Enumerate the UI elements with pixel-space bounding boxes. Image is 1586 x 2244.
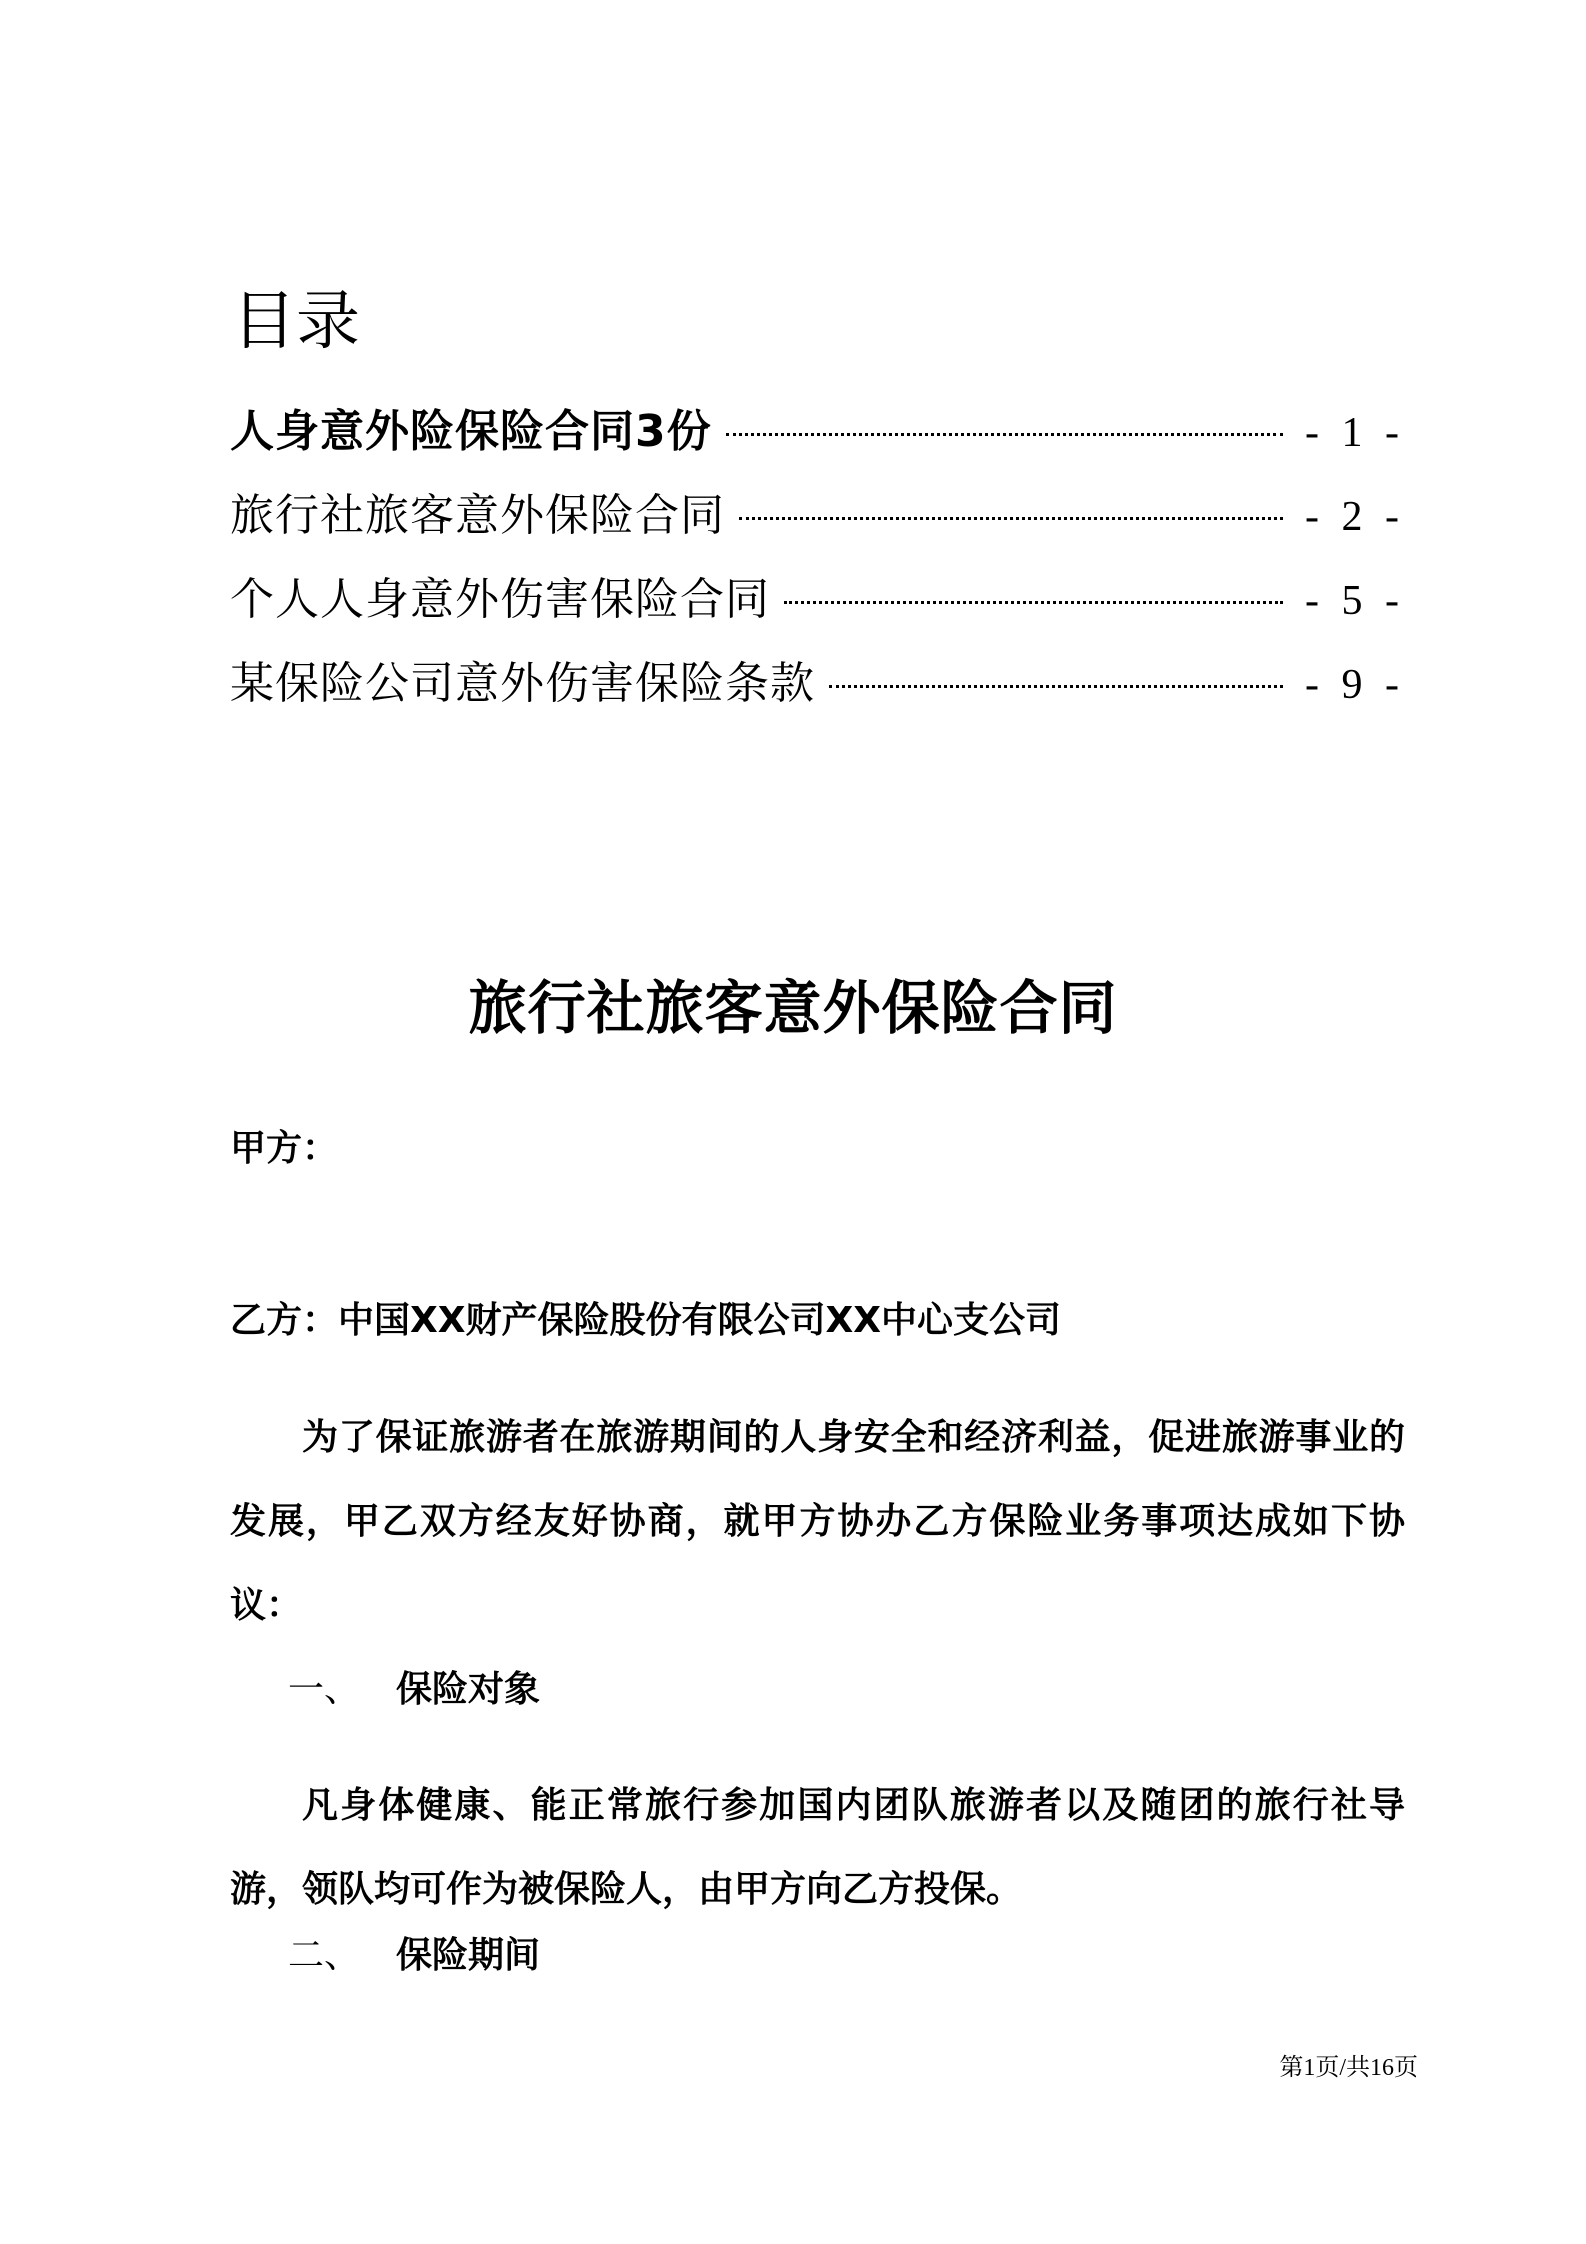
toc-leader-dots <box>739 517 1283 520</box>
toc-leader-dots <box>784 601 1283 604</box>
toc-item[interactable] <box>230 642 1405 726</box>
party-b: 乙方：中国XX财产保险股份有限公司XX中心支公司 <box>230 1300 1062 1341</box>
section-heading <box>288 1926 540 1986</box>
toc-leader-dots <box>726 433 1283 436</box>
toc-item[interactable] <box>230 390 1405 474</box>
party-a: 甲方： <box>230 1128 339 1169</box>
section-number: 二、 <box>288 1935 361 1976</box>
toc-item-label: 人身意外险保险合同3份 <box>230 406 712 457</box>
section-number: 一、 <box>288 1669 361 1710</box>
section-title: 保险期间 <box>396 1935 541 1976</box>
toc-item-page: - 5 - <box>1305 578 1405 624</box>
toc-item-label: 某保险公司意外伤害保险条款 <box>230 658 815 709</box>
document-title: 旅行社旅客意外保险合同 <box>468 974 1118 1042</box>
toc-title: 目录 <box>232 285 360 359</box>
section-heading <box>288 1660 540 1720</box>
section-paragraph: 凡身体健康、能正常旅行参加国内团队旅游者以及随团的旅行社导游，领队均可作为被保险人，由甲方向乙方投保。 <box>230 1785 1405 1910</box>
toc-item[interactable] <box>230 474 1405 558</box>
toc-item-page: - 2 - <box>1305 494 1405 540</box>
toc-list <box>230 390 1405 726</box>
toc-item-label: 个人人身意外伤害保险合同 <box>230 574 770 625</box>
toc-item-label: 旅行社旅客意外保险合同 <box>230 490 725 541</box>
toc-leader-dots <box>829 685 1283 688</box>
section-title: 保险对象 <box>396 1669 541 1710</box>
toc-item-page: - 9 - <box>1305 662 1405 708</box>
toc-item-page: - 1 - <box>1305 410 1405 456</box>
intro-paragraph: 为了保证旅游者在旅游期间的人身安全和经济利益，促进旅游事业的发展，甲乙双方经友好协商，就甲方协办乙方保险业务事项达成如下协议： <box>230 1417 1405 1626</box>
toc-item[interactable] <box>230 558 1405 642</box>
page-number-footer: 第1页/共16页 <box>1279 2055 1418 2081</box>
